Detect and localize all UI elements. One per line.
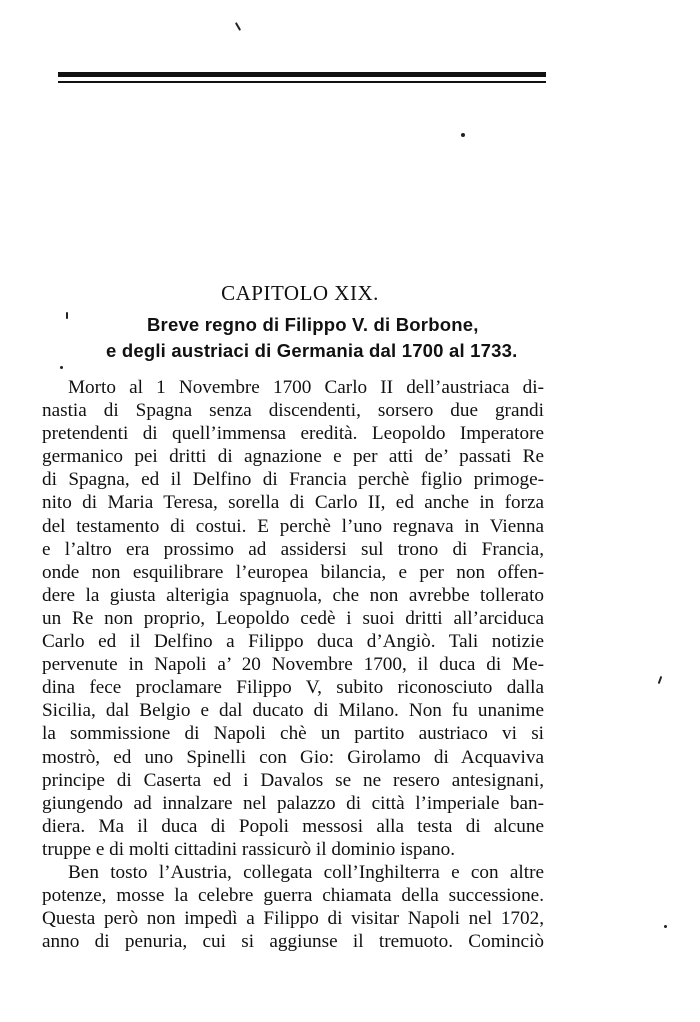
text-line: Questa però non impedì a Filippo di visitar Napoli nel 1702, bbox=[42, 908, 544, 930]
text-line: di Spagna, ed il Delfino di Francia perchè figlio primoge- bbox=[42, 469, 544, 491]
text-line: pervenute in Napoli a’ 20 Novembre 1700, il duca di Me- bbox=[42, 654, 544, 676]
header-rule-thick bbox=[58, 72, 546, 77]
text-line: la sommissione di Napoli chè un partito austriaco vi si bbox=[42, 723, 544, 745]
text-line: pretendenti di quell’immensa eredità. Leopoldo Imperatore bbox=[42, 423, 544, 445]
text-line: potenze, mosse la celebre guerra chiamata della successione. bbox=[42, 885, 544, 907]
text-line: nastia di Spagna senza discendenti, sorsero due grandi bbox=[42, 400, 544, 422]
header-rule-thin bbox=[58, 81, 546, 83]
text-line: mostrò, ed uno Spinelli con Gio: Girolamo di Acquaviva bbox=[42, 746, 544, 768]
scan-speck bbox=[235, 22, 241, 31]
text-line: dere la giusta alterigia spagnuola, che non avrebbe tollerato bbox=[42, 584, 544, 606]
scan-speck bbox=[658, 676, 663, 684]
text-line: anno di penuria, cui si aggiunse il tremuoto. Cominciò bbox=[42, 931, 544, 953]
text-line: del testamento di costui. E perchè l’uno regnava in Vienna bbox=[42, 515, 544, 537]
chapter-subtitle-line-1: Breve regno di Filippo V. di Borbone, bbox=[147, 314, 479, 335]
text-line: dina fece proclamare Filippo V, subito riconosciuto dalla bbox=[42, 677, 544, 699]
scan-speck bbox=[664, 925, 667, 928]
text-line: Ben tosto l’Austria, collegata coll’Inghilterra e con altre bbox=[68, 861, 544, 883]
scan-speck bbox=[60, 366, 63, 369]
scan-speck bbox=[66, 312, 68, 319]
text-line: truppe e di molti cittadini rassicurò il dominio ispano. bbox=[42, 838, 455, 860]
text-line: Sicilia, dal Belgio e dal ducato di Milano. Non fu unanime bbox=[42, 700, 544, 722]
text-line: e l’altro era prossimo ad assidersi sul trono di Francia, bbox=[42, 538, 544, 560]
text-line: Morto al 1 Novembre 1700 Carlo II dell’austriaca di- bbox=[68, 377, 544, 398]
chapter-subtitle-line-2: e degli austriaci di Germania dal 1700 al 1733. bbox=[106, 340, 518, 361]
text-line: principe di Caserta ed i Davalos se ne resero antesignani, bbox=[42, 769, 544, 791]
text-line: Carlo ed il Delfino a Filippo duca d’Angiò. Tali notizie bbox=[42, 631, 544, 653]
text-line: onde non esquilibrare l’europea bilancia, e per non offen- bbox=[42, 561, 544, 583]
text-line: nito di Maria Teresa, sorella di Carlo II, ed anche in forza bbox=[42, 492, 544, 514]
text-line: diera. Ma il duca di Popoli messosi alla testa di alcune bbox=[42, 815, 544, 837]
scan-speck bbox=[461, 133, 465, 137]
text-line: germanico pei dritti di agnazione e per atti de’ passati Re bbox=[42, 446, 544, 468]
chapter-title: CAPITOLO XIX. bbox=[221, 281, 379, 305]
text-line: un Re non proprio, Leopoldo cedè i suoi dritti all’arciduca bbox=[42, 607, 544, 629]
body-text bbox=[42, 376, 544, 953]
text-line: giungendo ad innalzare nel palazzo di città l’imperiale ban- bbox=[42, 792, 544, 814]
